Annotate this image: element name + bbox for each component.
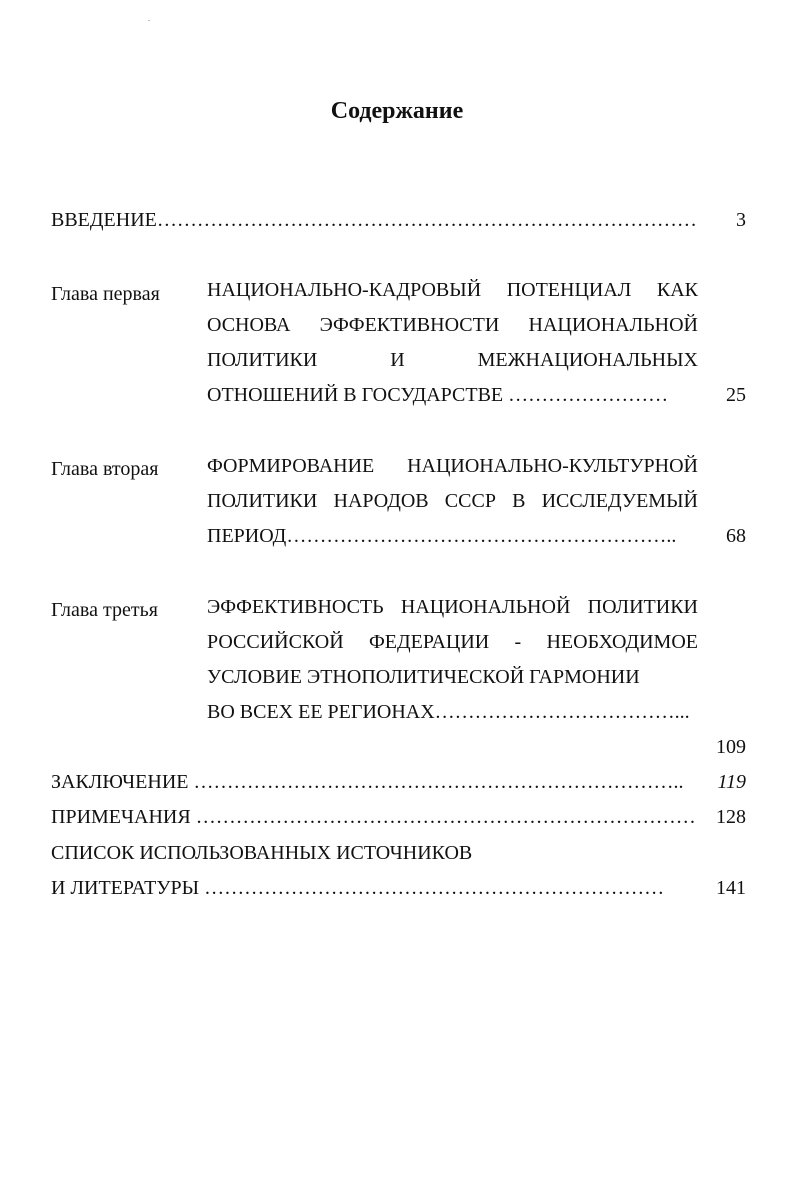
chapter-title-line: УСЛОВИЕ ЭТНОПОЛИТИЧЕСКОЙ ГАРМОНИИ	[207, 666, 640, 688]
word: И	[390, 349, 405, 371]
chapter-title-line	[207, 278, 698, 302]
toc-entry-sources: СПИСОК ИСПОЛЬЗОВАННЫХ ИСТОЧНИКОВ	[51, 842, 473, 864]
scan-speck	[148, 20, 150, 21]
word: РОССИЙСКОЙ	[207, 631, 344, 653]
toc-entry-intro	[51, 208, 697, 232]
word: МЕЖНАЦИОНАЛЬНЫХ	[477, 349, 698, 371]
toc-entry-sources-cont	[51, 876, 664, 900]
toc-page-number: 109	[716, 736, 746, 758]
word: НАРОДОВ	[333, 490, 429, 512]
toc-entry-conclusion	[51, 770, 683, 794]
toc-entry-notes	[51, 805, 696, 829]
toc-entry-label: ВВЕДЕНИЕ	[51, 209, 157, 231]
toc-entry-label: ЗАКЛЮЧЕНИЕ	[51, 771, 189, 793]
chapter-label: Глава третья	[51, 599, 158, 621]
chapter-title-line	[207, 595, 698, 619]
word: -	[514, 631, 522, 653]
word: ЭФФЕКТИВНОСТЬ	[207, 596, 384, 618]
word: ПОЛИТИКИ	[587, 596, 698, 618]
toc-page-number: 3	[736, 209, 746, 231]
word: КАК	[656, 279, 698, 301]
toc-entry-label: ПРИМЕЧАНИЯ	[51, 806, 191, 828]
word: ОСНОВА	[207, 314, 291, 336]
word: НАЦИОНАЛЬНО-КУЛЬТУРНОЙ	[407, 455, 698, 477]
chapter-title-line: ВО ВСЕХ ЕЕ РЕГИОНАХ………………………………...	[207, 701, 690, 723]
toc-page-number: 141	[716, 877, 746, 899]
chapter-title-line	[207, 489, 698, 513]
chapter-title-line	[207, 630, 698, 654]
page-title: Содержание	[330, 98, 464, 124]
word: ФЕДЕРАЦИИ	[369, 631, 490, 653]
word: В	[512, 490, 526, 512]
toc-leader-dots: …………………………………………………………………	[195, 806, 696, 828]
word: НАЦИОНАЛЬНОЙ	[400, 596, 571, 618]
chapter-label: Глава первая	[51, 283, 160, 305]
toc-page-number: 68	[726, 525, 746, 547]
toc-leader-dots: ……………………………………………………………	[204, 877, 665, 899]
word: ИССЛЕДУЕМЫЙ	[541, 490, 698, 512]
word: ФОРМИРОВАНИЕ	[207, 455, 375, 477]
word: ПОЛИТИКИ	[207, 490, 318, 512]
toc-page-number: 25	[726, 384, 746, 406]
chapter-title-line	[207, 313, 698, 337]
toc-page-number: 119	[717, 771, 746, 793]
word: ПОТЕНЦИАЛ	[506, 279, 632, 301]
toc-page-number: 128	[716, 806, 746, 828]
toc-entry-label: И ЛИТЕРАТУРЫ	[51, 877, 200, 899]
chapter-title-line	[207, 348, 698, 372]
toc-leader-dots: ………………………………………………………………………	[156, 209, 697, 231]
chapter-title-line: ПЕРИОД…………………………………………………..	[207, 525, 677, 547]
word: НАЦИОНАЛЬНОЙ	[528, 314, 698, 336]
word: ПОЛИТИКИ	[207, 349, 318, 371]
toc-leader-dots: ………………………………………………………………..	[193, 771, 684, 793]
chapter-label: Глава вторая	[51, 458, 159, 480]
chapter-title-line: ОТНОШЕНИЙ В ГОСУДАРСТВЕ ……………………	[207, 384, 669, 406]
word: СССР	[444, 490, 496, 512]
word: НЕОБХОДИМОЕ	[546, 631, 698, 653]
word: ЭФФЕКТИВНОСТИ	[319, 314, 500, 336]
chapter-title-line	[207, 454, 698, 478]
word: НАЦИОНАЛЬНО-КАДРОВЫЙ	[207, 279, 482, 301]
